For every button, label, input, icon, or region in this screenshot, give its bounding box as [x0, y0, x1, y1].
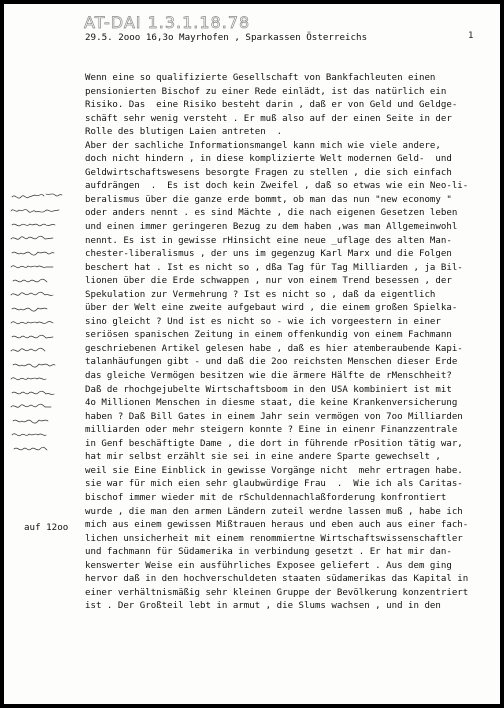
text-line: haben ? Daß Bill Gates in einem Jahr sein vermögen von 7oo Milliarden: [85, 411, 463, 422]
text-line: schäft sehr wenig versteht . Er muß also auf der einen Seite in der: [85, 113, 452, 124]
text-line: lionen über die Erde schwappen , nur von einem Trend besessen , der: [85, 276, 452, 287]
text-line: und fachmann für Südamerika in verbindung gesetzt . Er hat mir dan-: [85, 547, 452, 558]
text-line: Risiko. Das eine Risiko besteht darin , daß er von Geld und Geldge-: [85, 100, 458, 111]
margin-handwriting: [8, 191, 74, 491]
text-line: Geldwirtschaftswesens besorgte Fragen zu stellen , die sich einfach: [85, 167, 452, 178]
text-line: pensionierten Bischof zu einer Rede einlädt, ist das natürlich ein: [85, 86, 447, 97]
text-line: hat mir selbst erzählt sie sei in eine andere Sparte gewechselt ,: [85, 452, 441, 463]
margin-note: auf 12oo: [24, 522, 69, 533]
text-line: talanhäufungen gibt - und daß die 2oo reichsten Menschen dieser Erde: [85, 357, 458, 368]
text-line: 4o Millionen Menschen in diesme staat, die keine Krankenversicherung: [85, 398, 458, 409]
header-line: 29.5. 2ooo 16,3o Mayrhofen , Sparkassen Österreichs: [85, 32, 368, 43]
text-line: oder anders nennt . es sind Mächte , die nach eigenen Gesetzen leben: [85, 208, 458, 219]
text-line: beschert hat . Ist es nicht so , dßa Tag für Tag Milliarden , ja Bil-: [85, 262, 463, 273]
archive-stamp: AT-DAI 1.3.1.18.78: [84, 13, 251, 32]
text-line: Rolle des blutigen Laien antreten .: [85, 127, 283, 138]
text-line: in Genf beschäftigte Dame , die dort in führende rPosition tätig war,: [85, 438, 463, 449]
text-line: mich aus einem gewissen Mißtrauen heraus und eben auch aus einer fach-: [85, 520, 469, 531]
text-line: weil sie Eine Einblick in gewisse Vorgänge nicht mehr ertragen habe.: [85, 465, 463, 476]
text-line: beralismus über die ganze erde bommt, ob man das nun "new economy ": [85, 194, 452, 205]
paper-sheet: [4, 4, 500, 704]
text-line: das gleiche Vermögen besitzen wie die ärmere Hälfte de rMenschheit?: [85, 371, 452, 382]
text-line: bischof immer wieder mit de rSchuldennachlaßforderung konfrontiert: [85, 492, 447, 503]
text-line: einer verhältnismäßig sehr kleinen Gruppe der Bevölkerung konzentriert: [85, 587, 469, 598]
text-line: chester-liberalismus , der uns im gegenzug Karl Marx und die Folgen: [85, 249, 452, 260]
text-line: kenswerter Weise ein ausführliches Exposee geliefert . Aus dem ging: [85, 560, 452, 571]
text-line: hervor daß in den hochverschuldeten staaten südamerikas das Kapital in: [85, 574, 469, 585]
text-line: sie war für mich eien sehr glaubwürdige Frau . Wie ich als Caritas-: [85, 479, 463, 490]
text-line: Wenn eine so qualifizierte Gesellschaft von Bankfachleuten einen: [85, 73, 436, 83]
body-text: [85, 72, 468, 614]
text-line: doch nicht hindern , in diese komplizierte Welt modernen Geld- und: [85, 154, 452, 165]
text-line: aufdrängen . Es ist doch kein Zweifel , daß so etwas wie ein Neo-li-: [85, 181, 469, 192]
text-line: lichen unsicherheit mit einem renommiertne Wirtschaftswissenschaftler: [85, 533, 463, 544]
text-line: milliarden oder mehr steigern konnte ? Eine in einenr Finanzzentrale: [85, 425, 458, 436]
text-line: Daß de rhochgejubelte Wirtschaftsboom in den USA kombiniert ist mit: [85, 384, 452, 395]
text-line: geschriebenen Artikel gelesen habe , daß es hier atemberaubende Kapi-: [85, 343, 463, 354]
text-line: Spekulation zur Vermehrung ? Ist es nicht so , daß da eigentlich: [85, 289, 436, 300]
text-line: ist . Der Großteil lebt in armut , die Slums wachsen , und in den: [85, 601, 441, 612]
text-line: nennt. Es ist in gewisse rHinsicht eine neue _uflage des alten Man-: [85, 235, 452, 246]
page-number: 1: [468, 31, 474, 41]
text-line: seriösen spanischen Zeitung in einem offenkundig von einem Fachmann: [85, 330, 452, 341]
text-line: und einen immer geringeren Bezug zu dem haben ,was man Allgemeinwohl: [85, 222, 458, 233]
text-line: Aber der sachliche Informationsmangel kann mich wie viele andere,: [85, 140, 441, 151]
text-line: wurde , die man den armen Ländern zuteil werdne lassen muß , habe ich: [85, 506, 463, 517]
text-line: über der Welt eine zweite aufgebaut wird , die einem großen Spielka-: [85, 303, 458, 314]
text-line: sino gleicht ? Und ist es nicht so - wie ich vorgeestern in einer: [85, 316, 441, 327]
